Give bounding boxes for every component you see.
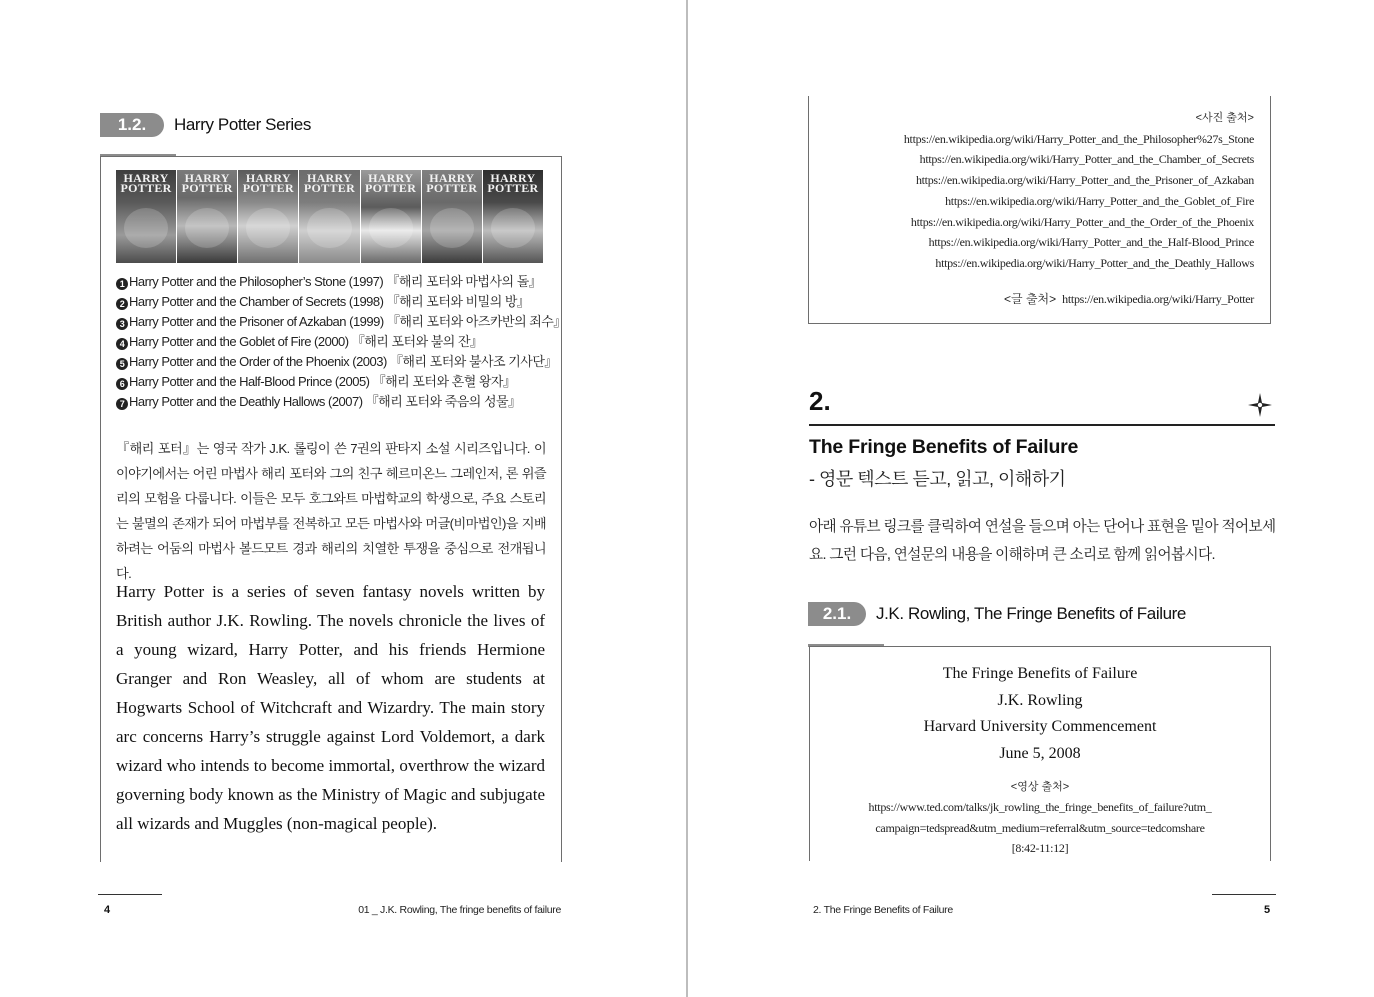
source-link[interactable]: https://en.wikipedia.org/wiki/Harry_Potter_and_the_Half-Blood_Prince — [928, 235, 1254, 250]
number-marker-icon: 4 — [116, 338, 128, 350]
speech-date: June 5, 2008 — [999, 744, 1081, 762]
source-link[interactable]: https://en.wikipedia.org/wiki/Harry_Potter_and_the_Deathly_Hallows — [935, 255, 1254, 270]
speech-event: Harvard University Commencement — [923, 718, 1157, 735]
text-source — [812, 290, 1254, 307]
book-list-item: 6 Harry Potter and the Half-Blood Prince (2005) 『해리 포터와 혼혈 왕자』 — [116, 372, 546, 392]
chapter-title: The Fringe Benefits of Failure — [809, 436, 1079, 458]
book-cover-3: HARRY POTTER — [238, 170, 298, 263]
section-number-badge: 1.2. — [100, 113, 164, 137]
footer-rule-right — [1212, 894, 1276, 895]
book-cover-4: HARRY POTTER — [299, 170, 359, 263]
source-link[interactable]: https://en.wikipedia.org/wiki/Harry_Potter_and_the_Chamber_of_Secrets — [919, 152, 1254, 167]
video-link-line-2[interactable]: campaign=tedspread&utm_medium=referral&utm_source=tedcomshare — [875, 820, 1205, 835]
number-marker-icon: 1 — [116, 278, 128, 290]
photo-source-label: <사진 출처> — [1195, 112, 1254, 124]
video-timestamp: [8:42-11:12] — [1011, 841, 1069, 855]
section-heading-1-2 — [100, 113, 311, 137]
speech-title: The Fringe Benefits of Failure — [942, 665, 1138, 682]
source-link[interactable]: https://en.wikipedia.org/wiki/Harry_Potter_and_the_Order_of_the_Phoenix — [910, 214, 1254, 229]
page-gutter — [686, 0, 688, 997]
book-list-item: 5 Harry Potter and the Order of the Phoenix (2003) 『해리 포터와 불사조 기사단』 — [116, 352, 546, 372]
page-number-right: 5 — [1264, 904, 1271, 916]
video-source-label: <영상 출처> — [1010, 781, 1070, 793]
number-marker-icon: 7 — [116, 398, 128, 410]
chapter-rule — [809, 424, 1275, 426]
book-list — [116, 272, 566, 412]
source-link[interactable]: https://en.wikipedia.org/wiki/Harry_Potter_and_the_Goblet_of_Fire — [945, 193, 1254, 208]
book-list-item: 2 Harry Potter and the Chamber of Secrets (1998) 『해리 포터와 비밀의 방』 — [116, 292, 546, 312]
text-source-link[interactable]: https://en.wikipedia.org/wiki/Harry_Potter — [1062, 292, 1254, 306]
running-footer-right: 2. The Fringe Benefits of Failure — [813, 904, 953, 916]
chapter-intro: 아래 유튜브 링크를 클릭하여 연설을 들으며 아는 단어나 표현을 밑아 적어보세요. 그런 다음, 연설문의 내용을 이해하며 큰 소리로 함께 읽어봅시다. — [809, 519, 1276, 563]
book-covers-strip — [116, 170, 543, 263]
speech-author: J.K. Rowling — [997, 691, 1083, 709]
speech-info-box — [809, 646, 1271, 861]
chapter-subtitle: - 영문 텍스트 듣고, 읽고, 이해하기 — [809, 469, 1066, 489]
number-marker-icon: 2 — [116, 298, 128, 310]
photo-sources — [812, 108, 1254, 274]
section-number-badge: 2.1. — [808, 602, 866, 626]
book-cover-6: HARRY POTTER — [422, 170, 482, 263]
section-heading-2-1 — [808, 602, 1186, 626]
source-link[interactable]: https://en.wikipedia.org/wiki/Harry_Potter_and_the_Philosopher%27s_Stone — [903, 131, 1254, 146]
book-cover-1: HARRY POTTER — [116, 170, 176, 263]
video-link-line-1[interactable]: https://www.ted.com/talks/jk_rowling_the_fringe_benefits_of_failure?utm_ — [868, 800, 1212, 814]
book-list-item: 7 Harry Potter and the Deathly Hallows (2007) 『해리 포터와 죽음의 성물』 — [116, 392, 546, 412]
book-list-item: 3 Harry Potter and the Prisoner of Azkaban (1999) 『해리 포터와 아즈카반의 죄수』 — [116, 312, 546, 332]
footer-rule-left — [98, 894, 162, 895]
sparkle-icon — [1245, 390, 1275, 420]
text-source-label: <글 출처> — [1004, 292, 1057, 306]
book-cover-2: HARRY POTTER — [177, 170, 237, 263]
english-summary-paragraph: Harry Potter is a series of seven fantasy novels written by British author J.K. Rowling. The novels chronicle the lives of a young wizard, Harry Potter, and his friends Hermione Granger and Ron Weasley, all of whom are students at Hogwarts School of Witchcraft and Wizardry. The main story arc concerns Harry’s struggle against Lord Voldemort, a dark wizard who intends to become immortal, overthrow the wizard governing body known as the Ministry of Magic and subjugate all wizards and Muggles (non-magical people). — [116, 582, 545, 833]
running-footer-left: 01 _ J.K. Rowling, The fringe benefits of failure — [358, 904, 561, 916]
source-link[interactable]: https://en.wikipedia.org/wiki/Harry_Potter_and_the_Prisoner_of_Azkaban — [915, 173, 1254, 188]
page-number-left: 4 — [104, 904, 111, 916]
number-marker-icon: 3 — [116, 318, 128, 330]
section-title: Harry Potter Series — [174, 115, 311, 134]
number-marker-icon: 6 — [116, 378, 128, 390]
number-marker-icon: 5 — [116, 358, 128, 370]
korean-summary-paragraph: 『해리 포터』는 영국 작가 J.K. 롤링이 쓴 7권의 판타지 소설 시리즈입니다. 이 이야기에서는 어린 마법사 해리 포터와 그의 친구 헤르미온느 그레인저, 론 위즐리의 모험을 다룹니다. 이들은 모두 호그와트 마법학교의 학생으로, 주요 스토리는 불멸의 존재가 되어 마법부를 전복하고 모든 마법사와 머글(비마법인)을 지배하려는 어둠의 마법사 볼드모트 경과 해리의 치열한 투쟁을 중심으로 전개됩니다. — [116, 441, 546, 581]
book-list-item: 1 Harry Potter and the Philosopher’s Stone (1997) 『해리 포터와 마법사의 돌』 — [116, 272, 546, 292]
book-list-item: 4 Harry Potter and the Goblet of Fire (2000) 『해리 포터와 불의 잔』 — [116, 332, 546, 352]
book-cover-7: HARRY POTTER — [483, 170, 543, 263]
section-title: J.K. Rowling, The Fringe Benefits of Failure — [876, 604, 1186, 623]
book-cover-5: HARRY POTTER — [361, 170, 421, 263]
chapter-number: 2. — [809, 386, 831, 416]
